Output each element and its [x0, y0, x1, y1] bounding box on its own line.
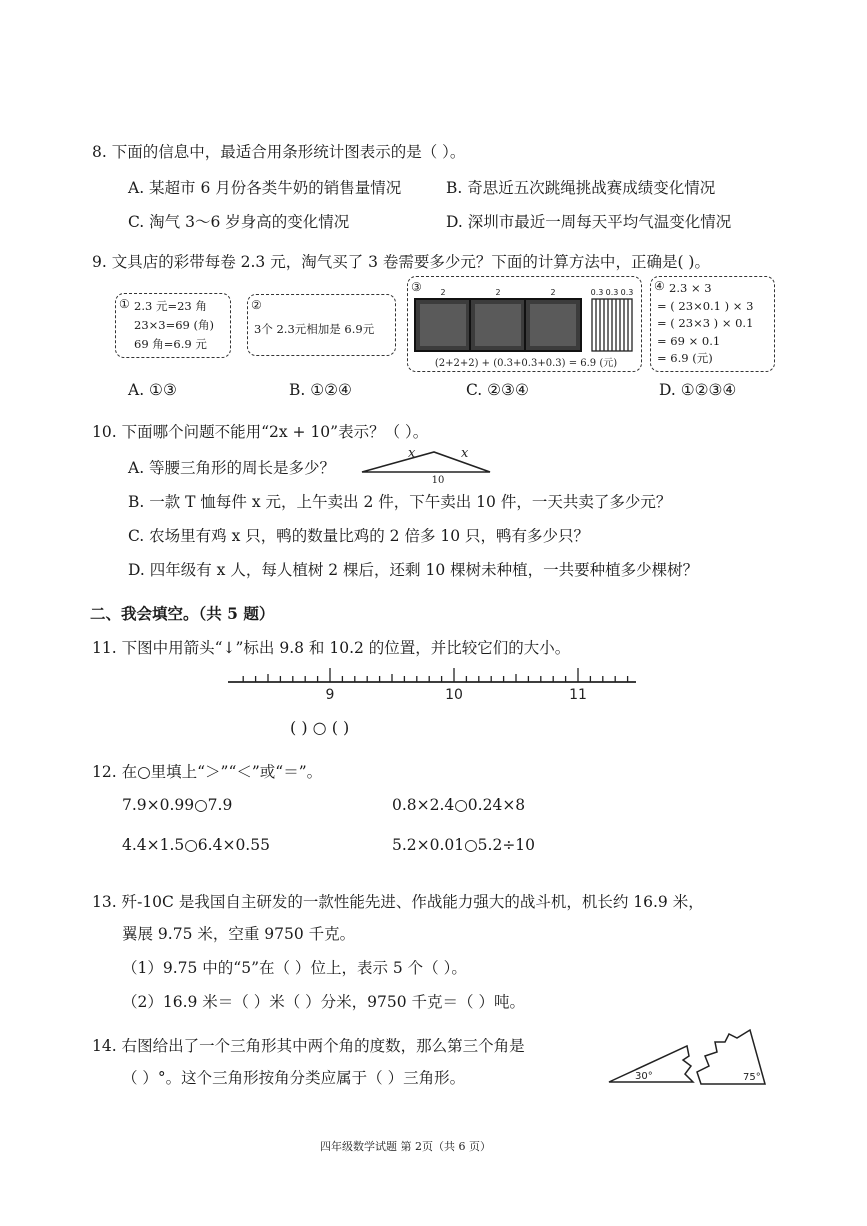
q12-item-3[interactable]: 4.4×1.5○6.4×0.55	[122, 836, 270, 854]
q14-stem-line-1: 14. 右图给出了一个三角形其中两个角的度数，那么第三个角是	[92, 1037, 525, 1055]
q9-option-a[interactable]: A. ①③	[128, 381, 177, 399]
q12-item-2[interactable]: 0.8×2.4○0.24×8	[392, 796, 526, 814]
q11-stem: 11. 下图中用箭头“↓”标出 9.8 和 10.2 的位置，并比较它们的大小。	[92, 639, 571, 657]
method-1-line-1: 2.3 元=23 角	[134, 299, 207, 313]
q8-option-d[interactable]: D. 深圳市最近一周每天平均气温变化情况	[446, 213, 732, 231]
method-4-line-4: = 69 × 0.1	[657, 333, 721, 348]
section-2-title: 二、我会填空。（共 5 题）	[90, 604, 275, 623]
method-4-line-5: = 6.9 (元)	[657, 351, 713, 365]
method-1-line-3: 69 角=6.9 元	[134, 337, 207, 351]
method-4-mark: ④	[654, 279, 665, 293]
q8-option-b[interactable]: B. 奇思近五次跳绳挑战赛成绩变化情况	[446, 179, 716, 197]
triangle-side-right: x	[461, 446, 469, 461]
strip-2-label: 0.3	[605, 288, 619, 297]
tenth-strips	[592, 299, 632, 351]
roll-2-label: 2	[495, 288, 501, 297]
roll-3-inner	[530, 304, 576, 346]
q13-stem-line-1: 13. 歼-10C 是我国自主研发的一款性能先进、作战能力强大的战斗机，机长约 16.9 米，	[92, 893, 704, 911]
q10-option-c[interactable]: C. 农场里有鸡 x 只，鸭的数量比鸡的 2 倍多 10 只，鸭有多少只？	[128, 527, 590, 545]
q12-stem: 12. 在○里填上“＞”“＜”或“＝”。	[92, 763, 323, 781]
page-footer: 四年级数学试题 第 2页（共 6 页）	[320, 1140, 491, 1153]
strip-1-label: 0.3	[590, 288, 604, 297]
q12-item-4[interactable]: 5.2×0.01○5.2÷10	[392, 836, 536, 854]
number-line	[222, 662, 642, 702]
method-1-box	[115, 293, 231, 358]
strip-3-label: 0.3	[620, 288, 634, 297]
q9-option-b[interactable]: B. ①②④	[289, 381, 352, 399]
method-3-box	[407, 276, 642, 372]
method-1-mark: ①	[119, 297, 130, 311]
roll-3-label: 2	[550, 288, 556, 297]
ribbon-rolls-figure	[408, 277, 643, 373]
q8-stem: 8. 下面的信息中，最适合用条形统计图表示的是（ ）。	[92, 143, 466, 161]
triangle-base-label: 10	[431, 475, 445, 484]
q14-stem-line-2[interactable]: （ ）°。这个三角形按角分类应属于（ ）三角形。	[122, 1069, 466, 1087]
method-4-box	[650, 276, 775, 372]
q12-item-1[interactable]: 7.9×0.99○7.9	[122, 796, 233, 814]
q10-stem: 10. 下面哪个问题不能用“2x + 10”表示？（ ）。	[92, 423, 429, 441]
method-2-mark: ②	[251, 298, 262, 312]
q9-option-c[interactable]: C. ②③④	[466, 381, 529, 399]
method-2-line: 3个 2.3元相加是 6.9元	[254, 322, 375, 336]
method-2-box	[247, 294, 396, 356]
number-line-ticks	[243, 668, 627, 682]
q13-part-2[interactable]: （2）16.9 米＝（ ）米（ ）分米，9750 千克＝（ ）吨。	[122, 993, 525, 1011]
roll-2-inner	[475, 304, 521, 346]
method-4-line-1: 2.3 × 3	[669, 281, 712, 295]
q13-stem-line-2: 翼展 9.75 米，空重 9750 千克。	[122, 925, 356, 943]
isosceles-triangle-figure	[358, 444, 498, 484]
q10-option-b[interactable]: B. 一款 T 恤每件 x 元，上午卖出 2 件，下午卖出 10 件，一天共卖了多少元？	[128, 493, 672, 511]
q8-option-c[interactable]: C. 淘气 3～6 岁身高的变化情况	[128, 213, 350, 231]
method-1-line-2: 23×3=69 (角)	[134, 318, 214, 332]
method-4-line-2: = ( 23×0.1 ) × 3	[657, 298, 754, 313]
q11-comparison-blanks[interactable]: ( ) ○ ( )	[290, 718, 350, 737]
angle-75-label: 75°	[743, 1072, 761, 1083]
q13-part-1[interactable]: （1）9.75 中的“5”在（ ）位上，表示 5 个（ ）。	[122, 959, 467, 977]
torn-triangle-figure	[605, 1026, 775, 1090]
q10-option-a[interactable]: A. 等腰三角形的周长是多少？	[128, 459, 336, 477]
tick-label-9: 9	[325, 687, 335, 702]
method-3-mark: ③	[411, 280, 422, 294]
q9-stem: 9. 文具店的彩带每卷 2.3 元，淘气买了 3 卷需要多少元？下面的计算方法中，正确是( )。	[92, 253, 710, 271]
roll-1-label: 2	[440, 288, 446, 297]
tick-label-10: 10	[445, 687, 463, 702]
tick-label-11: 11	[569, 687, 587, 702]
method-3-formula: (2+2+2) + (0.3+0.3+0.3) = 6.9 (元)	[434, 358, 618, 369]
q9-option-d[interactable]: D. ①②③④	[659, 381, 737, 399]
roll-1-inner	[420, 304, 466, 346]
triangle-shape	[362, 452, 490, 472]
method-4-line-3: = ( 23×3 ) × 0.1	[657, 316, 754, 330]
triangle-side-left: x	[408, 446, 416, 461]
angle-30-label: 30°	[635, 1071, 653, 1082]
q10-option-d[interactable]: D. 四年级有 x 人，每人植树 2 棵后，还剩 10 棵树未种植，一共要种植多少棵树？	[128, 561, 699, 579]
q8-option-a[interactable]: A. 某超市 6 月份各类牛奶的销售量情况	[128, 179, 402, 197]
